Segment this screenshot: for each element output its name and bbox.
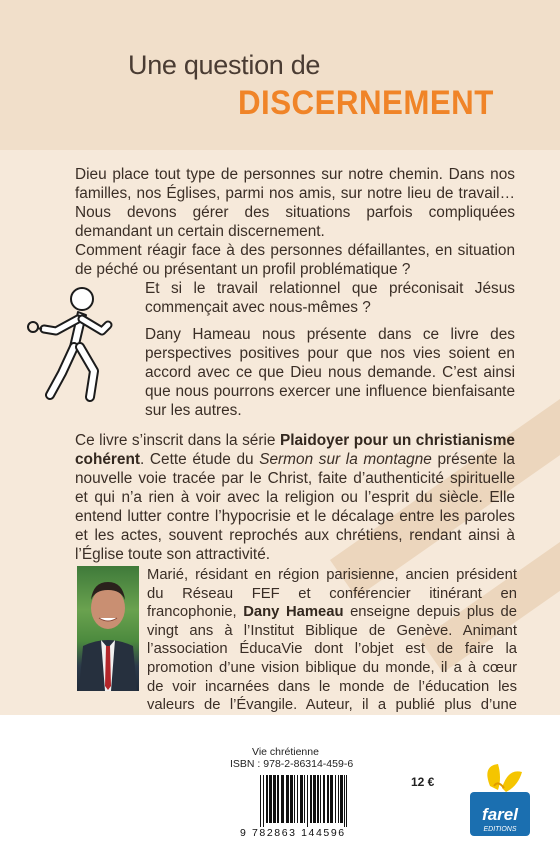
barcode-bar — [317, 775, 319, 823]
author-name: Dany Hameau — [243, 604, 344, 621]
paragraph-1: Dieu place tout type de personnes sur notre chemin. Dans nos familles, nos Églises, parmi nos amis, sur notre lieu de travail… Nous devons gérer des situations parfois compliquées demandant un certain discernement. — [75, 166, 515, 240]
barcode-bar — [277, 775, 279, 823]
barcode-bar — [327, 775, 329, 823]
barcode-bar — [290, 775, 293, 823]
barcode-bar — [281, 775, 284, 823]
barcode-bar — [340, 775, 343, 823]
title-line-1: Une question de — [128, 50, 321, 80]
paragraph-4: Dany Hameau nous présente dans ce livre des perspectives positives pour que nos vies soient en accord avec ce que Dieu nous demande. C’est ainsi que nous pourrons exercer une influence bienfaisante sur les autres. — [145, 326, 515, 419]
barcode-bar — [269, 775, 272, 823]
category-label: Vie chrétienne — [252, 746, 319, 758]
barcode-bar — [307, 775, 308, 827]
magnifying-glass-figure-icon — [20, 285, 130, 415]
paragraph-2: Comment réagir face à des personnes défaillantes, en situation de péché ou présentant un profil problématique ? — [75, 242, 515, 278]
barcode-bar — [344, 775, 345, 827]
isbn-label: ISBN : 978-2-86314-459-6 — [230, 758, 354, 770]
barcode-bar — [294, 775, 295, 823]
barcode-bar — [330, 775, 333, 823]
barcode-bar — [323, 775, 325, 823]
author-bio: Marié, résidant en région parisienne, ancien président du Réseau FEF et conférencier itinérant en francophonie, Dany Hameau enseigne depuis plus de vingt ans à l’Institut Biblique de Genève. Animant l’association ÉducaVie dont l’objet est de faire la promotion d’une vision biblique du monde, il a à cœur de voir incarnées dans le monde de l’éducation les valeurs de l’Évangile. Auteur, il a publié plus d’une — [147, 567, 517, 714]
barcode-bar — [313, 775, 316, 823]
barcode-bar — [320, 775, 321, 823]
barcode-bar — [263, 775, 264, 827]
publisher-name: farel — [482, 805, 518, 824]
title-line-2: DISCERNEMENT — [238, 84, 494, 122]
barcode — [258, 775, 393, 827]
book-reference: Sermon sur la montagne — [259, 451, 432, 468]
barcode-bar — [300, 775, 303, 823]
barcode-bar — [310, 775, 312, 823]
barcode-bar — [338, 775, 339, 823]
barcode-bar — [297, 775, 298, 823]
publisher-sub: EDITIONS — [483, 826, 517, 833]
barcode-bar — [335, 775, 336, 823]
series-name: Plaidoyer pour un christianisme cohérent — [75, 432, 515, 468]
barcode-bar — [260, 775, 261, 827]
barcode-digits: 9 782863 144596 — [240, 827, 346, 839]
author-photo — [77, 566, 139, 691]
barcode-bar — [346, 775, 347, 827]
barcode-bar — [273, 775, 276, 823]
farel-logo-icon — [468, 756, 532, 836]
paragraph-3: Et si le travail relationnel que préconisait Jésus commençait avec nous-mêmes ? — [145, 280, 515, 316]
series-paragraph: Ce livre s’inscrit dans la série Plaidoyer pour un christianisme cohérent. Cette étude du Sermon sur la montagne présente la nouvelle voie tracée par le Christ, faite d’authenticité spirituelle et qui n’a rien à voir avec la religion ou l’esprit du siècle. Elle entend lutter contre l’hypocrisie et le décalage entre les paroles et les actes, souvent reprochés aux chrétiens, rendant ainsi à l’Église toute son attractivité. — [75, 432, 515, 563]
price-label: 12 € — [411, 775, 435, 789]
barcode-bar — [266, 775, 268, 823]
barcode-bar — [304, 775, 305, 823]
barcode-bar — [286, 775, 289, 823]
